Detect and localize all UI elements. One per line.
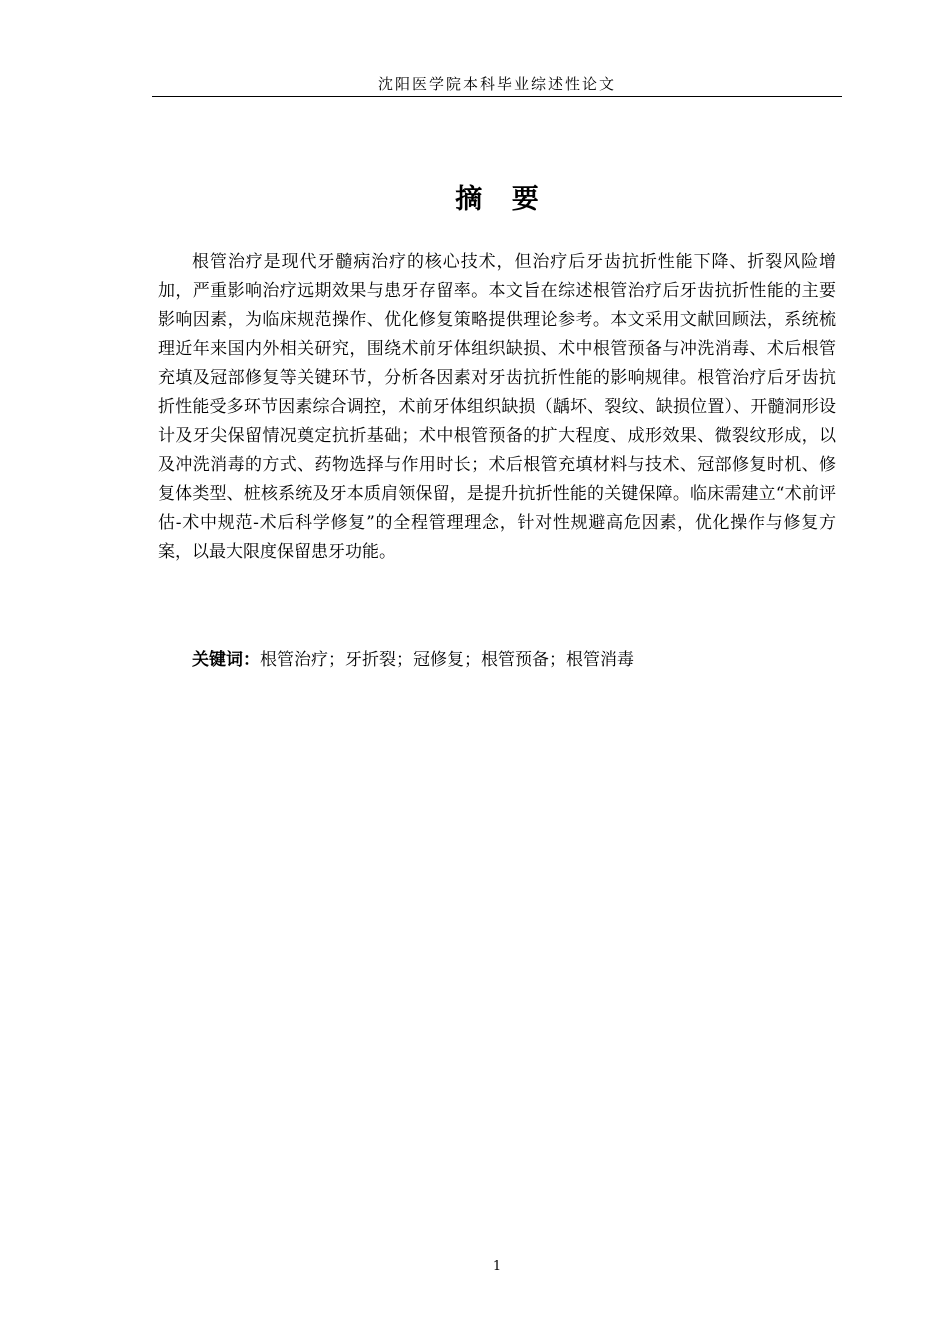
keywords-text: 根管治疗；牙折裂；冠修复；根管预备；根管消毒 (260, 650, 634, 670)
abstract-body: 根管治疗是现代牙髓病治疗的核心技术，但治疗后牙齿抗折性能下降、折裂风险增加，严重影响治疗远期效果与患牙存留率。本文旨在综述根管治疗后牙齿抗折性能的主要影响因素，为临床规范操作、优化修复策略提供理论参考。本文采用文献回顾法，系统梳理近年来国内外相关研究，围绕术前牙体组织缺损、术中根管预备与冲洗消毒、术后根管充填及冠部修复等关键环节，分析各因素对牙齿抗折性能的影响规律。根管治疗后牙齿抗折性能受多环节因素综合调控，术前牙体组织缺损（龋坏、裂纹、缺损位置）、开髓洞形设计及牙尖保留情况奠定抗折基础；术中根管预备的扩大程度、成形效果、微裂纹形成，以及冲洗消毒的方式、药物选择与作用时长；术后根管充填材料与技术、冠部修复时机、修复体类型、桩核系统及牙本质肩领保留，是提升抗折性能的关键保障。临床需建立“术前评估-术中规范-术后科学修复”的全程管理理念，针对性规避高危因素，优化操作与修复方案，以最大限度保留患牙功能。 (158, 252, 836, 562)
abstract-title: 摘 要 (455, 184, 539, 215)
keywords-label: 关键词： (192, 650, 260, 670)
keywords-line (158, 646, 836, 675)
page-number: 1 (492, 1259, 502, 1274)
header-rule (152, 96, 842, 97)
running-header: 沈阳医学院本科毕业综述性论文 (377, 75, 616, 93)
